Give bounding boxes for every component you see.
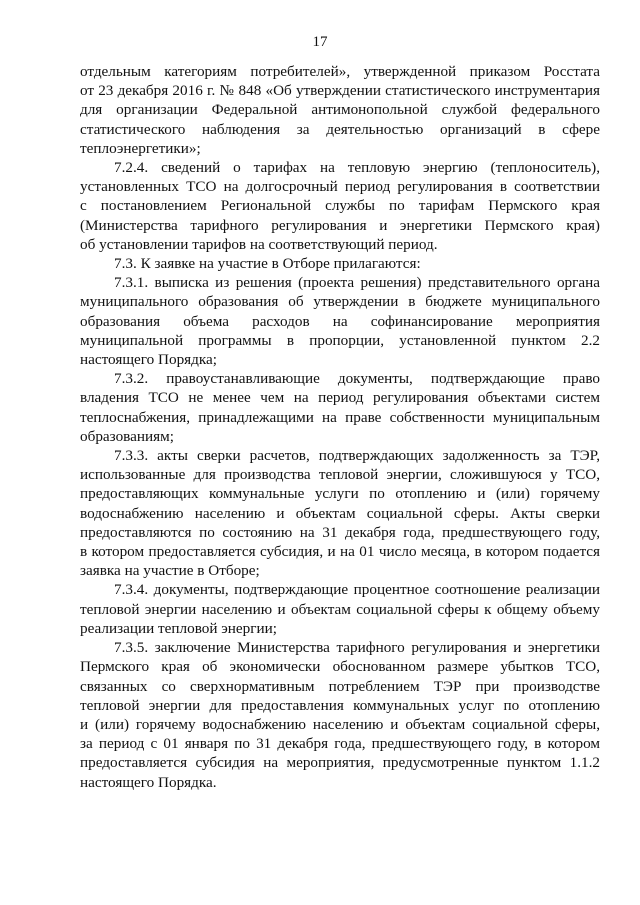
paragraph: [80, 273, 600, 369]
text-line: статистического наблюдения за деятельностью организаций в сфере: [80, 120, 600, 138]
text-line: предоставляющих коммунальные услуги по отоплению и (или) горячему: [80, 485, 600, 503]
text-line: предоставляются по состоянию на 31 декабря года, предшествующего году,: [80, 523, 600, 541]
text-line: 7.3.5. заключение Министерства тарифного регулирования и энергетики: [114, 639, 600, 657]
text-line: Пермского края об экономически обоснованном размере убытков ТСО,: [80, 658, 600, 676]
paragraph: [80, 446, 600, 580]
text-line: для организации Федеральной антимонопольной службой федерального: [80, 101, 600, 119]
text-line: тепловой энергии для предоставления коммунальных услуг по отоплению: [80, 696, 600, 714]
text-line: и (или) горячему водоснабжению населению и объектам социальной сферы,: [80, 715, 600, 733]
text-line: реализации тепловой энергии;: [80, 619, 277, 637]
text-line: предоставляется субсидия на мероприятия, предусмотренные пунктом 1.1.2: [80, 754, 600, 772]
text-line: об установлении тарифов на соответствующий период.: [80, 235, 438, 253]
text-line: установленных ТСО на долгосрочный период регулирования в соответствии: [80, 178, 600, 196]
text-line: с постановлением Региональной службы по тарифам Пермского края: [80, 197, 600, 215]
text-line: связанных со сверхнормативным потреблением ТЭР при производстве: [80, 677, 600, 695]
text-line: заявка на участие в Отборе;: [80, 562, 260, 580]
text-line: настоящего Порядка;: [80, 351, 217, 369]
paragraph: [80, 638, 600, 792]
text-line: отдельным категориям потребителей», утвержденной приказом Росстата: [80, 63, 600, 80]
text-line: 7.3.1. выписка из решения (проекта решения) представительного органа: [114, 274, 600, 292]
text-line: 7.3.4. документы, подтверждающие процентное соотношение реализации: [114, 581, 600, 599]
text-line: образованиям;: [80, 427, 174, 445]
text-line: тепловой энергии населению и объектам социальной сферы к общему объему: [80, 600, 600, 618]
text-line: водоснабжению населению и объектам социальной сферы. Акты сверки: [80, 504, 600, 522]
paragraph: [80, 580, 600, 638]
text-line: 7.3.3. акты сверки расчетов, подтверждающих задолженность за ТЭР,: [114, 447, 600, 465]
text-line: муниципального образования об утверждении в бюджете муниципального: [80, 293, 600, 311]
text-line: 7.2.4. сведений о тарифах на тепловую энергию (теплоноситель),: [114, 159, 600, 177]
document-body: [80, 62, 600, 792]
text-line: (Министерства тарифного регулирования и энергетики Пермского края): [80, 216, 600, 234]
text-line: в котором предоставляется субсидия, и на 01 число месяца, в котором подается: [80, 543, 600, 561]
paragraph: [80, 254, 600, 273]
text-line: образования объема расходов на софинансирование мероприятия: [80, 312, 600, 330]
text-line: 7.3. К заявке на участие в Отборе прилагаются:: [114, 255, 421, 273]
paragraph: [80, 62, 600, 158]
text-line: теплоснабжения, принадлежащими на праве собственности муниципальным: [80, 408, 600, 426]
text-line: использованные для производства тепловой энергии, сложившуюся у ТСО,: [80, 466, 600, 484]
paragraph: [80, 158, 600, 254]
text-line: владения ТСО не менее чем на период регулирования объектами систем: [80, 389, 600, 407]
text-line: от 23 декабря 2016 г. № 848 «Об утверждении статистического инструментария: [80, 82, 600, 100]
text-line: теплоэнергетики»;: [80, 139, 201, 157]
text-line: муниципальной программы в пропорции, установленной пунктом 2.2: [80, 331, 600, 349]
text-line: за период с 01 января по 31 декабря года, предшествующего году, в котором: [80, 735, 600, 753]
paragraph: [80, 369, 600, 446]
page-number: 17: [312, 34, 328, 50]
text-line: настоящего Порядка.: [80, 773, 217, 791]
text-line: 7.3.2. правоустанавливающие документы, подтверждающие право: [114, 370, 600, 388]
